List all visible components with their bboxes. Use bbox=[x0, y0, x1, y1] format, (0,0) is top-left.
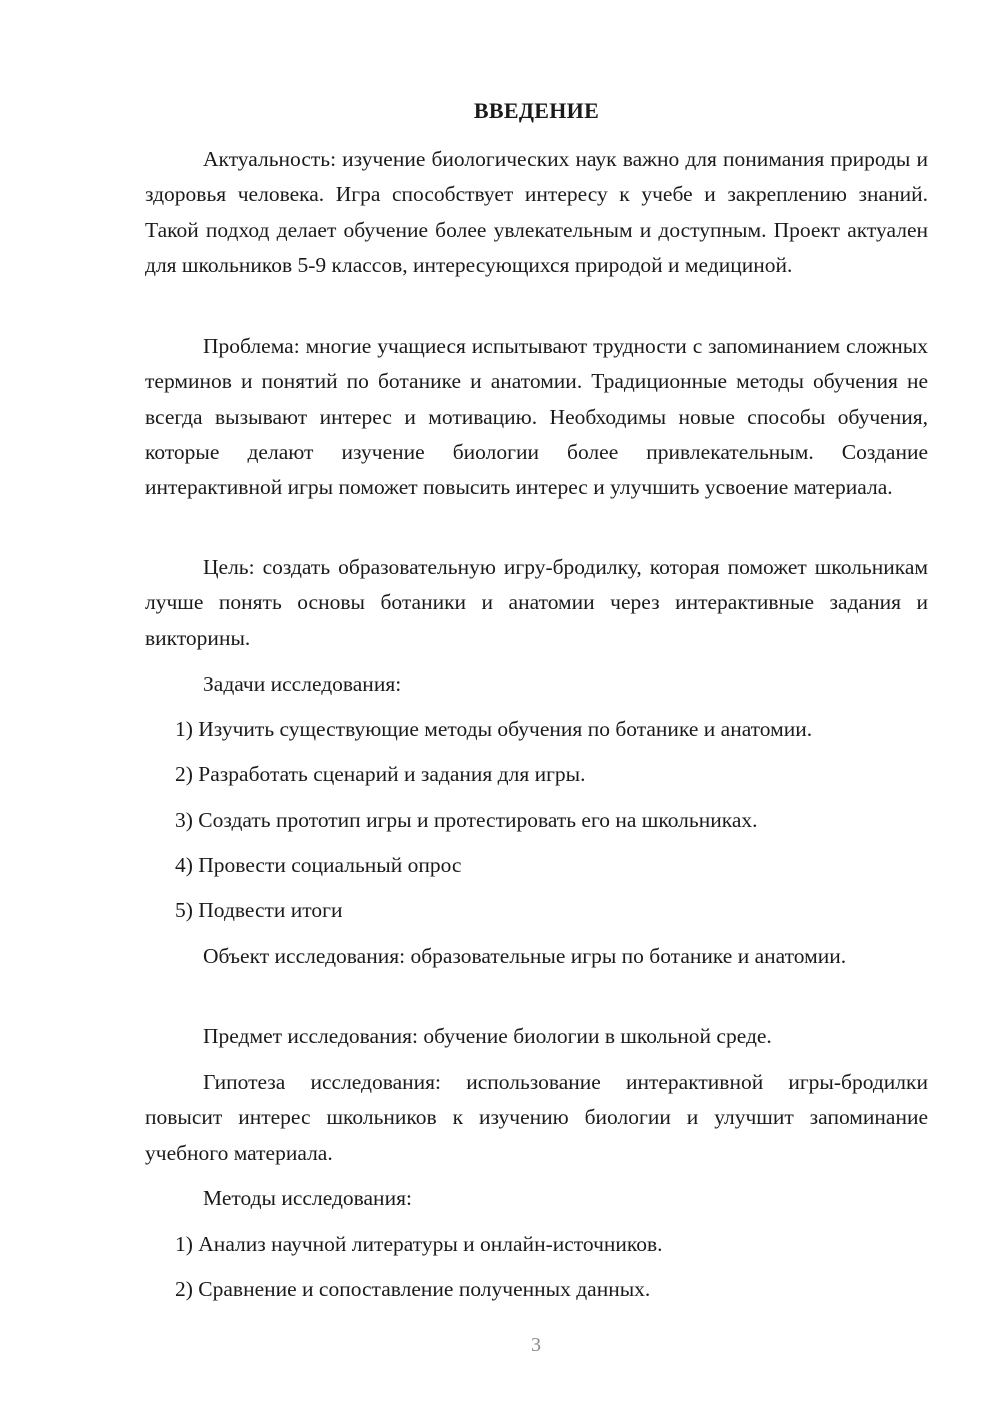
task-item-1-block bbox=[145, 712, 928, 747]
page-number: 3 bbox=[531, 1334, 541, 1356]
hypothesis-paragraph: Гипотеза исследования: использование интерактивной игры-бродилки повысит интерес школьников к изучению биологии и улучшит запоминание учебного материала. bbox=[145, 1070, 928, 1165]
object-block bbox=[145, 939, 928, 974]
task-item: 2) Разработать сценарий и задания для игры. bbox=[175, 762, 586, 786]
task-item: 1) Изучить существующие методы обучения по ботанике и анатомии. bbox=[175, 717, 813, 741]
task-item: 4) Провести социальный опрос bbox=[175, 853, 462, 877]
hypothesis-block bbox=[145, 1065, 928, 1171]
problem-paragraph: Проблема: многие учащиеся испытывают трудности с запоминанием сложных терминов и понятий по ботанике и анатомии. Традиционные методы обучения не всегда вызывают интерес и мотивацию. Необходимы новые способы обучения, которые делают изучение биологии более привлекательным. Создание интерактивной игры поможет повысить интерес и улучшить усвоение материала. bbox=[145, 334, 928, 500]
relevance-paragraph: Актуальность: изучение биологических наук важно для понимания природы и здоровья человека. Игра способствует интересу к учебе и закреплению знаний. Такой подход делает обучение более увлекательным и доступным. Проект актуален для школьников 5-9 классов, интересующихся природой и медициной. bbox=[145, 147, 928, 277]
task-item: 5) Подвести итоги bbox=[175, 898, 343, 922]
task-item-3-block bbox=[145, 803, 928, 838]
methods-label: Методы исследования: bbox=[203, 1186, 412, 1210]
method-item: 2) Сравнение и сопоставление полученных данных. bbox=[175, 1277, 651, 1301]
method-item-1-block bbox=[145, 1227, 928, 1262]
section-heading: ВВЕДЕНИЕ bbox=[473, 98, 600, 123]
goal-paragraph: Цель: создать образовательную игру-бродилку, которая поможет школьникам лучше понять основы ботаники и анатомии через интерактивные задания и викторины. bbox=[145, 555, 928, 650]
tasks-label-block bbox=[145, 667, 928, 702]
method-item: 1) Анализ научной литературы и онлайн-источников. bbox=[175, 1232, 663, 1256]
task-item: 3) Создать прототип игры и протестировать его на школьниках. bbox=[175, 808, 758, 832]
method-item-2-block bbox=[145, 1272, 928, 1307]
task-item-4-block bbox=[145, 848, 928, 883]
relevance-block bbox=[145, 142, 928, 283]
task-item-2-block bbox=[145, 757, 928, 792]
methods-label-block bbox=[145, 1181, 928, 1216]
problem-block bbox=[145, 329, 928, 505]
subject-paragraph: Предмет исследования: обучение биологии в школьной среде. bbox=[203, 1024, 772, 1048]
task-item-5-block bbox=[145, 893, 928, 928]
subject-block bbox=[145, 1019, 928, 1054]
tasks-label: Задачи исследования: bbox=[203, 672, 402, 696]
goal-block bbox=[145, 550, 928, 656]
object-paragraph: Объект исследования: образовательные игры по ботанике и анатомии. bbox=[203, 944, 847, 968]
